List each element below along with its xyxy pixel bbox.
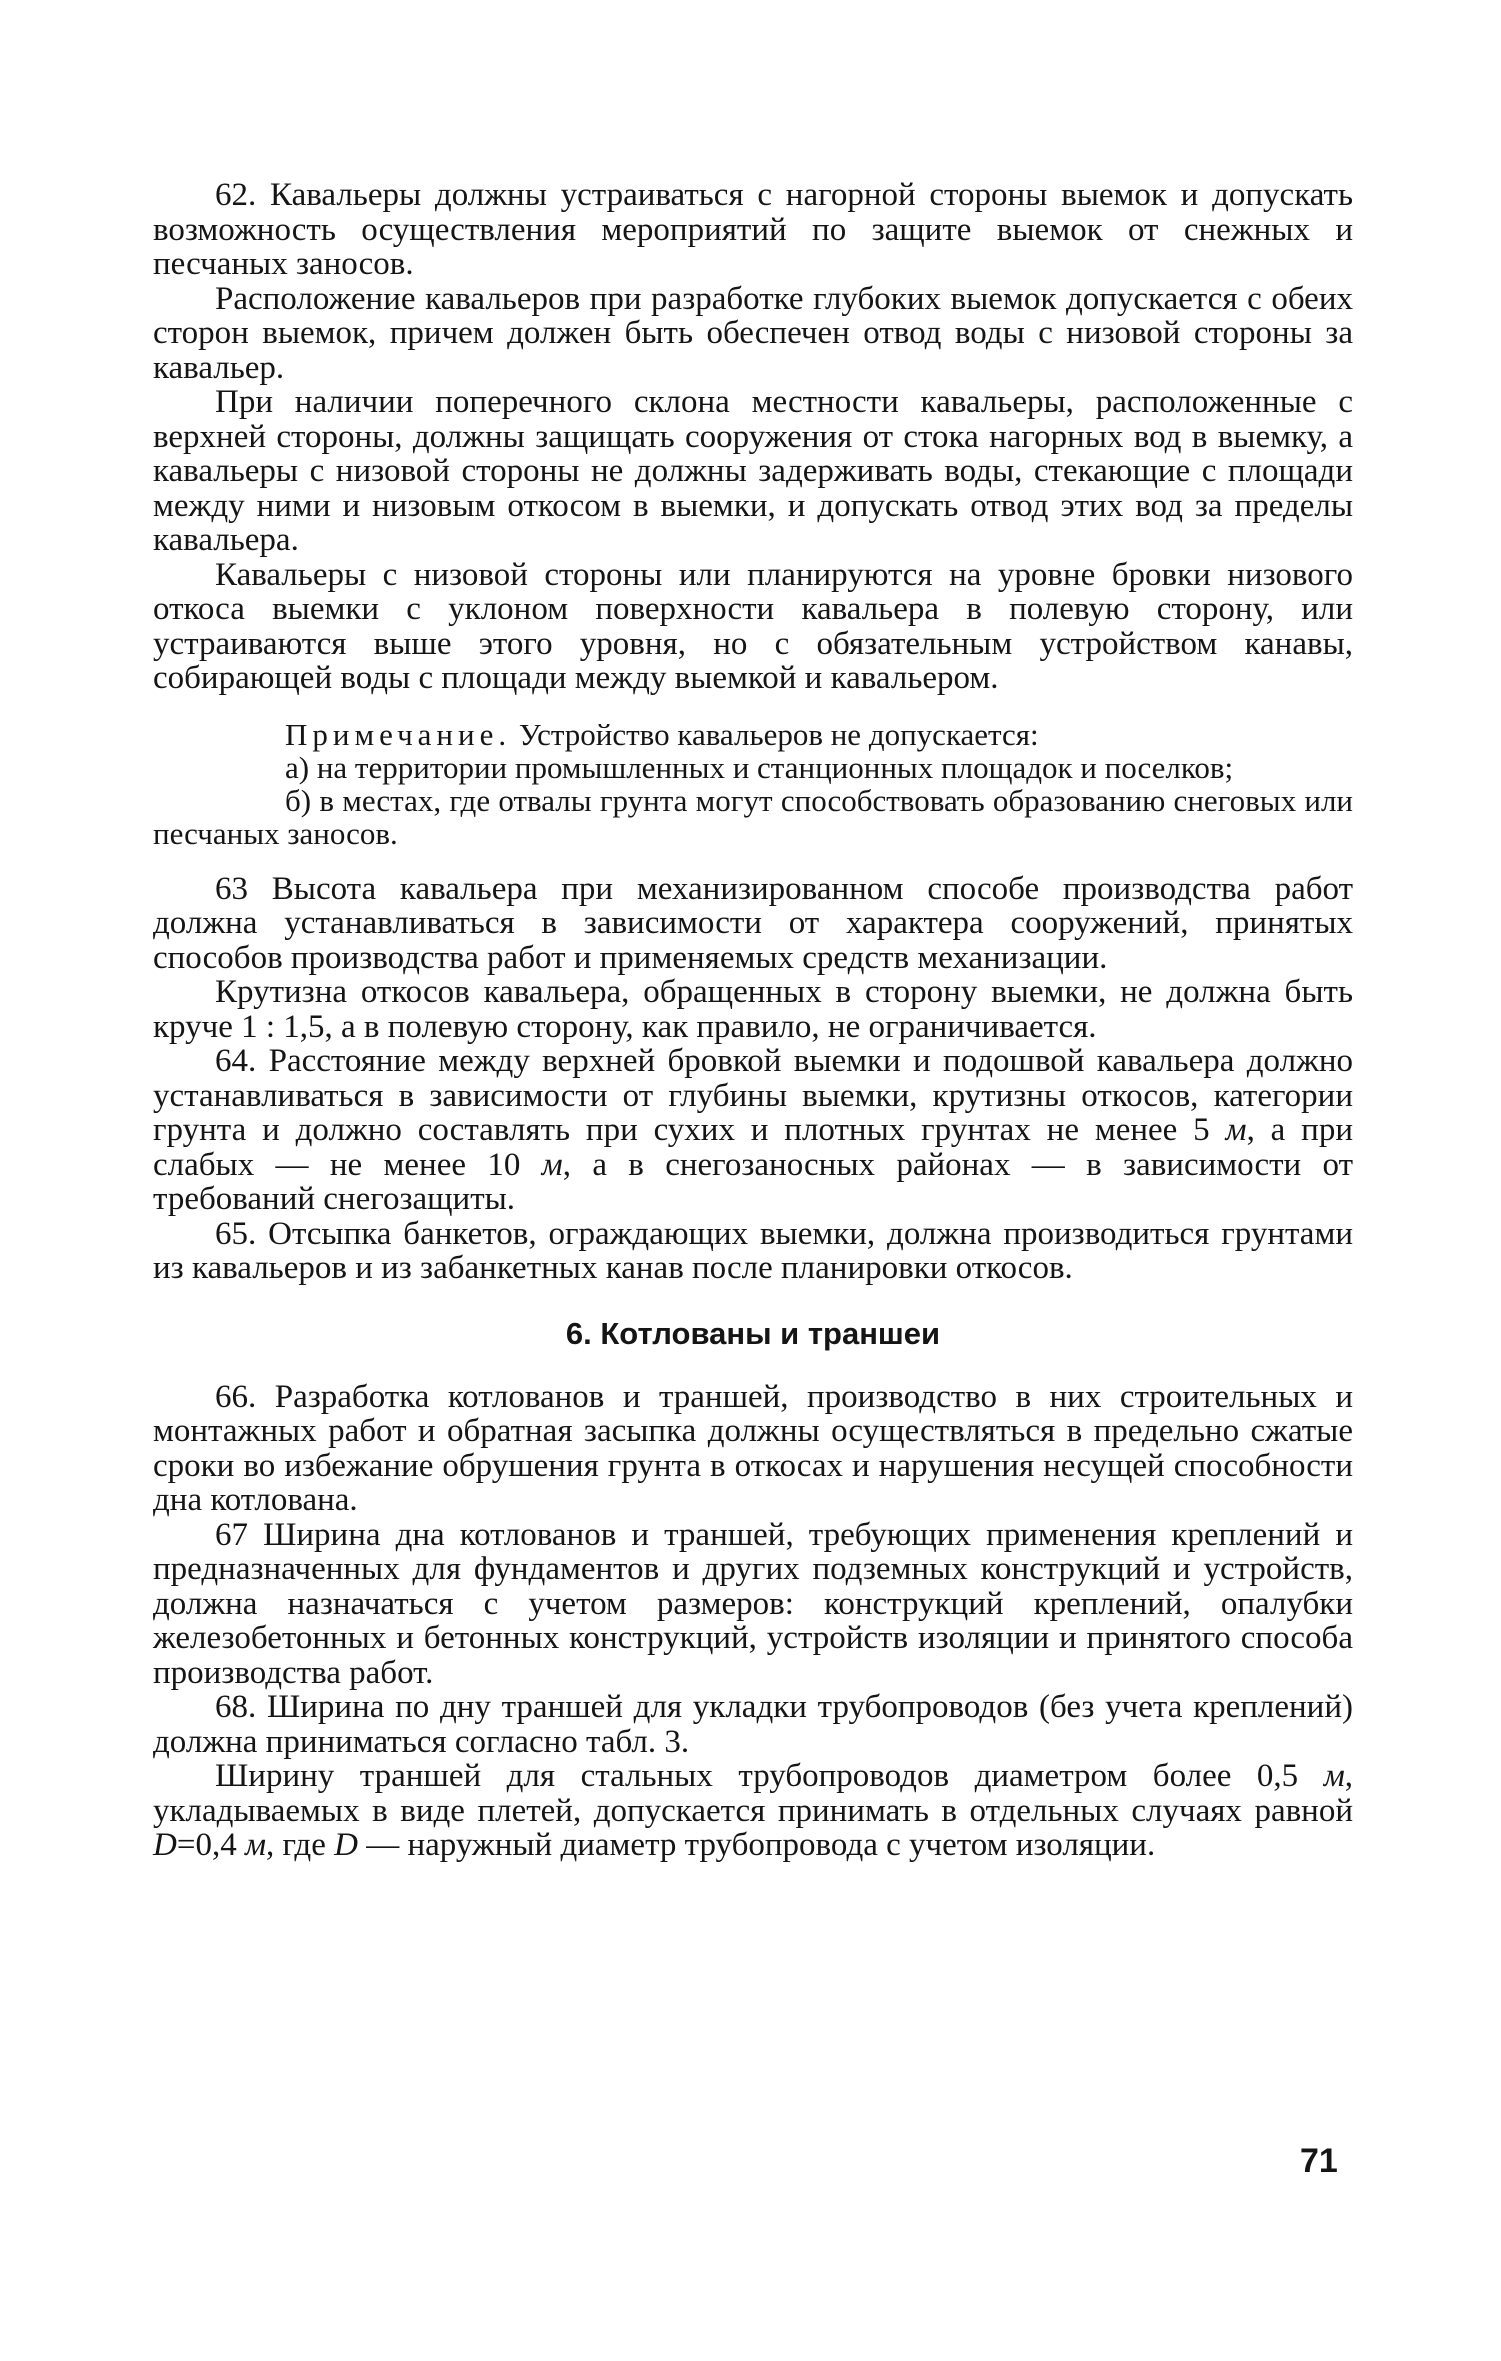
note-item-b: б) в местах, где отвалы грунта могут способствовать образованию снеговых или песчаных заносов. (153, 782, 1353, 851)
note-text: Устройство кавальеров не допускается: (511, 716, 1039, 752)
p64-unit-2: м (541, 1146, 563, 1183)
paragraph-64 (153, 1044, 1353, 1217)
formula-value: =0,4 (176, 1827, 245, 1863)
last-text-2: , укладываемых в виде плетей, допускается принимать в отдельных случаях равной (153, 1758, 1353, 1829)
paragraph-slope-steepness: Крутизна откосов кавальера, обращенных в сторону выемки, не должна быть круче 1 : 1,5, а в полевую сторону, как правило, не ограничивается. (153, 974, 1353, 1045)
last-text-4: — наружный диаметр трубопровода с учетом изоляции. (357, 1827, 1156, 1863)
section-heading: 6. Котлованы и траншеи (565, 1315, 941, 1351)
last-text-3: , где (266, 1827, 335, 1863)
p64-text-1: 64. Расстояние между верхней бровкой выемки и подошвой кавальера должно устанавливаться в зависимости от глубины выемки, крутизны откосов, категории грунта и должно составлять при сухих и плотных грунтах не менее 5 (153, 1043, 1353, 1148)
last-text-1: Ширину траншей для стальных трубопроводов диаметром более 0,5 (215, 1758, 1324, 1794)
formula-variable: D (153, 1827, 177, 1863)
paragraph-66: 66. Разработка котлованов и траншей, производство в них строительных и монтажных работ и обратная засыпка должны осуществляться в предельно сжатые сроки во избежание обрушения грунта в откосах и нарушения несущей способности дна котлована. (153, 1378, 1353, 1518)
document-page (153, 178, 1353, 1863)
paragraph-63: 63 Высота кавальера при механизированном способе производства работ должна устанавливаться в зависимости от характера сооружений, принятых способов производства работ и применяемых средств механизации. (153, 870, 1353, 976)
note-label: Примечание. (285, 716, 512, 752)
note-intro (153, 718, 1353, 751)
paragraph-67: 67 Ширина дна котлованов и траншей, требующих применения креплений и предназначенных для фундаментов и других подземных конструкций и устройств, должна назначаться с учетом размеров: конструкций креплений, опалубки железобетонных и бетонных конструкций, устройств изоляции и принятого способа производства работ. (153, 1516, 1353, 1691)
page-number: 71 (1300, 2142, 1338, 2180)
paragraph-68: 68. Ширина по дну траншей для укладки трубопроводов (без учета креплений) должна приниматься согласно табл. 3. (153, 1689, 1353, 1760)
p64-text-2: , а при слабых — не менее 10 (153, 1112, 1353, 1183)
diameter-variable: D (334, 1827, 358, 1863)
note-item-a: а) на территории промышленных и станционных площадок и поселков; (285, 749, 1234, 785)
last-unit-2: м (244, 1827, 267, 1863)
p64-text-3: , а в снегозаносных районах — в зависимости от требований снегозащиты. (153, 1146, 1354, 1217)
paragraph-cross-slope: При наличии поперечного склона местности кавальеры, расположенные с верхней стороны, должны защищать сооружения от стока нагорных вод в выемку, а кавальеры с низовой стороны не должны задерживать воды, стекающие с площади между ними и низовым откосом в выемки, и допускать отвод этих вод за пределы кавальера. (153, 384, 1353, 558)
paragraph-65: 65. Отсыпка банкетов, ограждающих выемки, должна производиться грунтами из кавальеров и из забанкетных канав после планировки откосов. (153, 1215, 1353, 1286)
last-unit-1: м (1323, 1758, 1345, 1794)
paragraph-cavalier-placement: Расположение кавальеров при разработке глубоких выемок допускается с обеих сторон выемок, причем должен быть обеспечен отвод воды с низовой стороны за кавальер. (153, 280, 1353, 386)
paragraph-steel-pipes (153, 1759, 1353, 1863)
paragraph-62: 62. Кавальеры должны устраиваться с нагорной стороны выемок и допускать возможность осуществления мероприятий по защите выемок от снежных и песчаных заносов. (153, 177, 1353, 282)
note-block (153, 718, 1353, 850)
paragraph-lower-side: Кавальеры с низовой стороны или планируются на уровне бровки низового откоса выемки с уклоном поверхности кавальера в полевую сторону, или устраиваются выше этого уровня, но с обязательным устройством канавы, собирающей воды с площади между выемкой и кавальером. (153, 556, 1353, 696)
p64-unit-1: м (1225, 1112, 1247, 1148)
